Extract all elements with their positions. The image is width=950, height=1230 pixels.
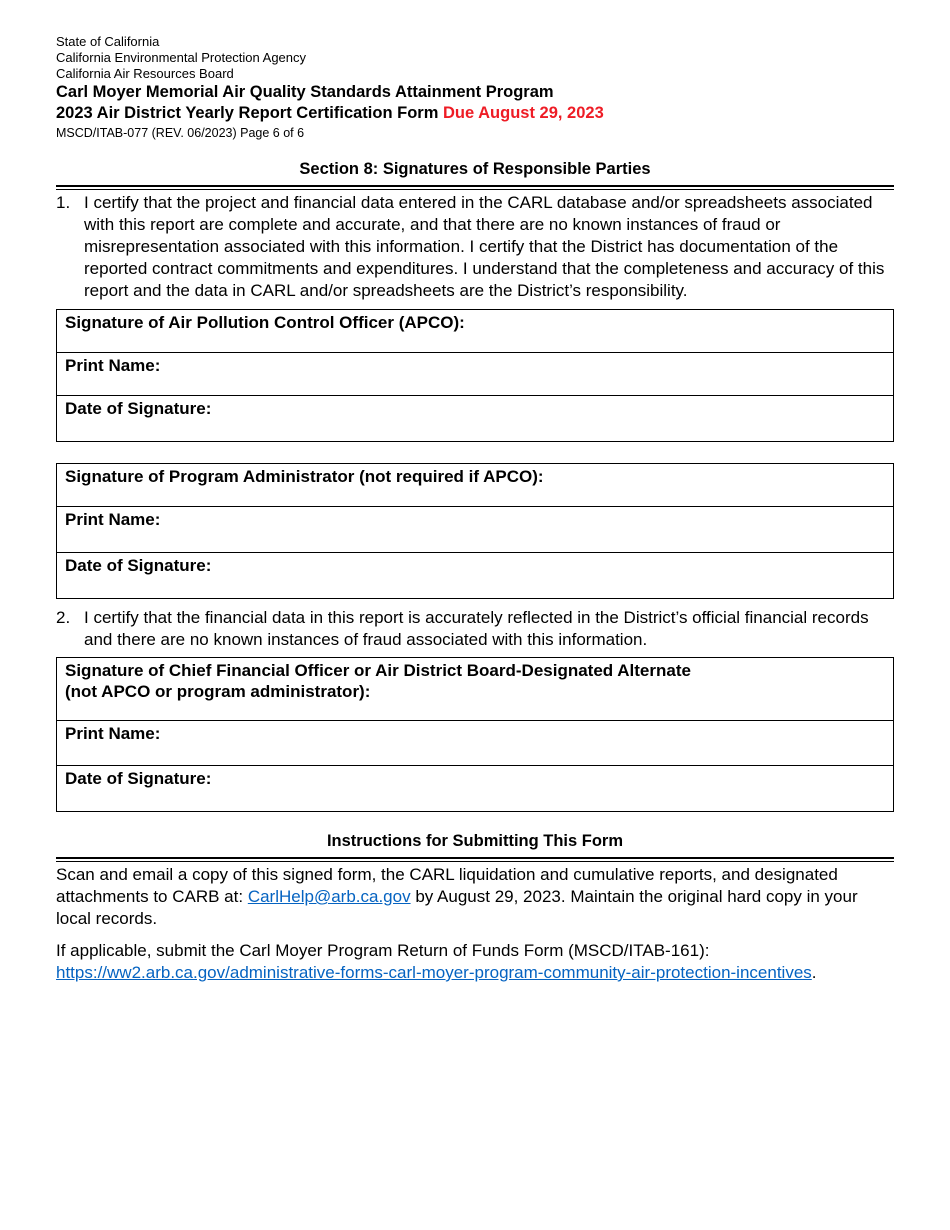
form-header bbox=[56, 34, 894, 141]
return-of-funds-link[interactable]: https://ww2.arb.ca.gov/administrative-forms-carl-moyer-program-community-air-protection-incentives bbox=[56, 963, 812, 982]
return-of-funds-text: If applicable, submit the Carl Moyer Program Return of Funds Form (MSCD/ITAB-161): bbox=[56, 941, 710, 960]
certification-2 bbox=[56, 607, 894, 651]
apco-signature-field[interactable] bbox=[57, 310, 894, 353]
admin-signature-field[interactable] bbox=[57, 464, 894, 507]
cfo-print-name-field[interactable] bbox=[57, 721, 894, 766]
section-8-title: Section 8: Signatures of Responsible Parties bbox=[56, 159, 894, 187]
program-title: Carl Moyer Memorial Air Quality Standards Attainment Program bbox=[56, 83, 554, 101]
apco-print-name-label: Print Name: bbox=[65, 356, 161, 375]
apco-date-field[interactable] bbox=[57, 396, 894, 442]
return-of-funds-url-line bbox=[56, 962, 894, 984]
due-date: Due August 29, 2023 bbox=[442, 104, 604, 122]
certification-1-number: 1. bbox=[56, 193, 71, 212]
admin-signature-table bbox=[56, 463, 894, 599]
certification-1 bbox=[56, 192, 894, 302]
certification-2-text: I certify that the financial data in this report is accurately reflected in the District’s official financial records and there are no known instances of fraud associated with this information. bbox=[84, 608, 869, 649]
cfo-signature-label-line1: Signature of Chief Financial Officer or Air District Board-Designated Alternate bbox=[65, 661, 691, 680]
form-page bbox=[56, 34, 894, 984]
form-title: 2023 Air District Yearly Report Certification Form bbox=[56, 104, 439, 122]
instructions-text-after-email: by August 29, 2023. Maintain the original hard copy in your local records. bbox=[56, 887, 858, 928]
admin-date-label: Date of Signature: bbox=[65, 556, 212, 575]
admin-print-name-field[interactable] bbox=[57, 507, 894, 553]
instructions-title: Instructions for Submitting This Form bbox=[56, 831, 894, 859]
admin-signature-label: Signature of Program Administrator (not required if APCO): bbox=[65, 467, 544, 486]
cfo-signature-field[interactable] bbox=[57, 658, 894, 721]
apco-date-label: Date of Signature: bbox=[65, 399, 212, 418]
form-code: MSCD/ITAB-077 (REV. 06/2023) Page 6 of 6 bbox=[56, 126, 305, 140]
instructions-text-before-email: Scan and email a copy of this signed form, the CARL liquidation and cumulative reports, and designated attachments to CARB at: bbox=[56, 865, 838, 906]
url-period: . bbox=[811, 963, 817, 982]
cfo-signature-table bbox=[56, 657, 894, 812]
admin-date-field[interactable] bbox=[57, 553, 894, 599]
instructions-paragraph-2 bbox=[56, 940, 894, 984]
form-title-line bbox=[56, 103, 894, 124]
cfo-print-name-label: Print Name: bbox=[65, 724, 161, 743]
cfo-date-field[interactable] bbox=[57, 766, 894, 812]
apco-signature-label: Signature of Air Pollution Control Officer (APCO): bbox=[65, 313, 465, 332]
apco-signature-table bbox=[56, 309, 894, 442]
board-name: California Air Resources Board bbox=[56, 66, 234, 81]
apco-print-name-field[interactable] bbox=[57, 353, 894, 396]
certification-1-text: I certify that the project and financial data entered in the CARL database and/or spreadsheets associated with this report are complete and accurate, and that there are no known instances of fraud or misrepresentation associated with this information. I certify that the District has documentation of the reported contract commitments and expenditures. I understand that the completeness and accuracy of this report and the data in CARL and/or spreadsheets are the District’s responsibility. bbox=[84, 193, 885, 300]
admin-print-name-label: Print Name: bbox=[65, 510, 161, 529]
agency-name: California Environmental Protection Agency bbox=[56, 50, 307, 65]
instructions-divider bbox=[56, 861, 894, 862]
certification-2-number: 2. bbox=[56, 608, 71, 627]
state-name: State of California bbox=[56, 34, 160, 49]
cfo-date-label: Date of Signature: bbox=[65, 769, 212, 788]
cfo-signature-label-line2: (not APCO or program administrator): bbox=[65, 682, 371, 701]
carb-email-link[interactable]: CarlHelp@arb.ca.gov bbox=[247, 887, 411, 906]
instructions-paragraph-1 bbox=[56, 864, 894, 930]
section-divider bbox=[56, 189, 894, 190]
